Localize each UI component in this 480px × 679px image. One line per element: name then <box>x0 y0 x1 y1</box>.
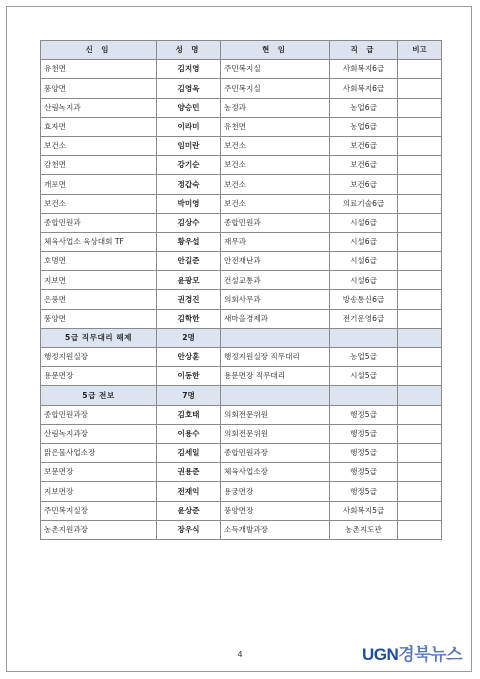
name-cell: 이라미 <box>157 117 221 136</box>
new-post-cell: 풍양면 <box>41 309 157 328</box>
current-post-cell: 용궁면장 <box>221 482 330 501</box>
table-row <box>41 424 442 443</box>
current-post-cell: 용문면장 직무대리 <box>221 367 330 386</box>
name-cell: 안길준 <box>157 252 221 271</box>
note-cell <box>398 443 442 462</box>
note-cell <box>398 79 442 98</box>
grade-cell: 의료기술6급 <box>330 194 398 213</box>
note-cell <box>398 482 442 501</box>
name-cell: 임미란 <box>157 136 221 155</box>
new-post-cell: 행정지원실장 <box>41 348 157 367</box>
watermark-part2: 경북뉴스 <box>398 645 462 664</box>
watermark-part1: UGN <box>362 645 399 664</box>
current-post-cell: 보건소 <box>221 156 330 175</box>
grade-cell: 농촌지도관 <box>330 520 398 539</box>
current-post-cell: 의회전문위원 <box>221 424 330 443</box>
current-post-cell: 의회전문위원 <box>221 405 330 424</box>
grade-cell: 농업5급 <box>330 348 398 367</box>
name-cell: 장우식 <box>157 520 221 539</box>
new-post-cell: 주민복지실장 <box>41 501 157 520</box>
note-cell <box>398 405 442 424</box>
note-cell <box>398 367 442 386</box>
section-row <box>41 328 442 347</box>
grade-cell: 시설6급 <box>330 252 398 271</box>
grade-cell: 시설6급 <box>330 271 398 290</box>
section-count: 7명 <box>157 386 221 405</box>
note-cell <box>398 60 442 79</box>
name-cell: 양승민 <box>157 98 221 117</box>
grade-cell: 보건6급 <box>330 175 398 194</box>
table-row <box>41 175 442 194</box>
header-grade: 직 급 <box>330 41 398 60</box>
name-cell: 권경진 <box>157 290 221 309</box>
grade-cell: 행정5급 <box>330 482 398 501</box>
grade-cell: 방송통신6급 <box>330 290 398 309</box>
current-post-cell: 보건소 <box>221 136 330 155</box>
table-row <box>41 271 442 290</box>
current-post-cell: 행정지원실장 직무대리 <box>221 348 330 367</box>
name-cell: 이동한 <box>157 367 221 386</box>
grade-cell: 시설5급 <box>330 367 398 386</box>
note-cell <box>398 271 442 290</box>
table-row <box>41 463 442 482</box>
note-cell <box>398 463 442 482</box>
table-row <box>41 252 442 271</box>
name-cell: 이용수 <box>157 424 221 443</box>
current-post-cell: 체육사업소장 <box>221 463 330 482</box>
section-row <box>41 386 442 405</box>
grade-cell: 전기운영6급 <box>330 309 398 328</box>
empty-cell <box>221 386 330 405</box>
new-post-cell: 개포면 <box>41 175 157 194</box>
grade-cell: 농업6급 <box>330 98 398 117</box>
table-row <box>41 405 442 424</box>
note-cell <box>398 520 442 539</box>
empty-cell <box>398 386 442 405</box>
current-post-cell: 유천면 <box>221 117 330 136</box>
name-cell: 박미영 <box>157 194 221 213</box>
current-post-cell: 건설교통과 <box>221 271 330 290</box>
new-post-cell: 용문면장 <box>41 367 157 386</box>
current-post-cell: 농정과 <box>221 98 330 117</box>
grade-cell: 사회복지6급 <box>330 60 398 79</box>
current-post-cell: 재무과 <box>221 232 330 251</box>
note-cell <box>398 117 442 136</box>
table-row <box>41 98 442 117</box>
new-post-cell: 보건소 <box>41 194 157 213</box>
name-cell: 강기순 <box>157 156 221 175</box>
current-post-cell: 새마을경제과 <box>221 309 330 328</box>
new-post-cell: 감천면 <box>41 156 157 175</box>
name-cell: 김호태 <box>157 405 221 424</box>
header-name: 성 명 <box>157 41 221 60</box>
table-row <box>41 309 442 328</box>
name-cell: 윤상준 <box>157 501 221 520</box>
current-post-cell: 보건소 <box>221 194 330 213</box>
note-cell <box>398 136 442 155</box>
new-post-cell: 보건소 <box>41 136 157 155</box>
new-post-cell: 종합민원과장 <box>41 405 157 424</box>
grade-cell: 행정5급 <box>330 424 398 443</box>
new-post-cell: 효자면 <box>41 117 157 136</box>
name-cell: 김영옥 <box>157 79 221 98</box>
empty-cell <box>398 328 442 347</box>
new-post-cell: 산림녹지과 <box>41 98 157 117</box>
empty-cell <box>330 328 398 347</box>
table-row <box>41 213 442 232</box>
note-cell <box>398 156 442 175</box>
name-cell: 김지영 <box>157 60 221 79</box>
new-post-cell: 지보면장 <box>41 482 157 501</box>
current-post-cell: 안전재난과 <box>221 252 330 271</box>
watermark-logo <box>362 640 462 665</box>
header-new-post: 신 임 <box>41 41 157 60</box>
note-cell <box>398 213 442 232</box>
name-cell: 권용준 <box>157 463 221 482</box>
name-cell: 김세일 <box>157 443 221 462</box>
grade-cell: 사회복지5급 <box>330 501 398 520</box>
grade-cell: 농업6급 <box>330 117 398 136</box>
grade-cell: 보건6급 <box>330 136 398 155</box>
note-cell <box>398 232 442 251</box>
new-post-cell: 농촌지원과장 <box>41 520 157 539</box>
grade-cell: 시설6급 <box>330 213 398 232</box>
grade-cell: 보건6급 <box>330 156 398 175</box>
note-cell <box>398 290 442 309</box>
name-cell: 김학한 <box>157 309 221 328</box>
table-row <box>41 501 442 520</box>
empty-cell <box>221 328 330 347</box>
table-row <box>41 156 442 175</box>
table-row <box>41 117 442 136</box>
table-row <box>41 520 442 539</box>
name-cell: 안상훈 <box>157 348 221 367</box>
name-cell: 전재익 <box>157 482 221 501</box>
table-body <box>41 60 442 540</box>
section-title: 5급 전보 <box>41 386 157 405</box>
note-cell <box>398 424 442 443</box>
current-post-cell: 주민복지실 <box>221 60 330 79</box>
name-cell: 황우섭 <box>157 232 221 251</box>
table-row <box>41 136 442 155</box>
table-header-row <box>41 41 442 60</box>
table-row <box>41 290 442 309</box>
note-cell <box>398 501 442 520</box>
note-cell <box>398 194 442 213</box>
current-post-cell: 종합민원과장 <box>221 443 330 462</box>
current-post-cell: 주민복지실 <box>221 79 330 98</box>
new-post-cell: 풍양면 <box>41 79 157 98</box>
new-post-cell: 종합민원과 <box>41 213 157 232</box>
header-note: 비고 <box>398 41 442 60</box>
new-post-cell: 유천면 <box>41 60 157 79</box>
current-post-cell: 보건소 <box>221 175 330 194</box>
table-row <box>41 482 442 501</box>
page-number: 4 <box>237 650 243 659</box>
table-row <box>41 60 442 79</box>
current-post-cell: 소득개발과장 <box>221 520 330 539</box>
empty-cell <box>330 386 398 405</box>
name-cell: 정갑숙 <box>157 175 221 194</box>
new-post-cell: 은풍면 <box>41 290 157 309</box>
table-row <box>41 367 442 386</box>
new-post-cell: 보문면장 <box>41 463 157 482</box>
grade-cell: 행정5급 <box>330 443 398 462</box>
new-post-cell: 호명면 <box>41 252 157 271</box>
personnel-table <box>40 40 442 540</box>
new-post-cell: 지보면 <box>41 271 157 290</box>
header-current-post: 현 임 <box>221 41 330 60</box>
table-row <box>41 232 442 251</box>
note-cell <box>398 348 442 367</box>
table-row <box>41 194 442 213</box>
current-post-cell: 풍양면장 <box>221 501 330 520</box>
new-post-cell: 산림녹지과장 <box>41 424 157 443</box>
section-title: 5급 직무대리 해제 <box>41 328 157 347</box>
new-post-cell: 맑은물사업소장 <box>41 443 157 462</box>
current-post-cell: 의회사무과 <box>221 290 330 309</box>
note-cell <box>398 309 442 328</box>
grade-cell: 시설6급 <box>330 232 398 251</box>
grade-cell: 행정5급 <box>330 405 398 424</box>
note-cell <box>398 252 442 271</box>
new-post-cell: 체육사업소 육상대회 TF <box>41 232 157 251</box>
name-cell: 김상수 <box>157 213 221 232</box>
table-row <box>41 348 442 367</box>
section-count: 2명 <box>157 328 221 347</box>
grade-cell: 행정5급 <box>330 463 398 482</box>
table-row <box>41 443 442 462</box>
note-cell <box>398 98 442 117</box>
name-cell: 윤광모 <box>157 271 221 290</box>
grade-cell: 사회복지6급 <box>330 79 398 98</box>
note-cell <box>398 175 442 194</box>
table-row <box>41 79 442 98</box>
current-post-cell: 종합민원과 <box>221 213 330 232</box>
